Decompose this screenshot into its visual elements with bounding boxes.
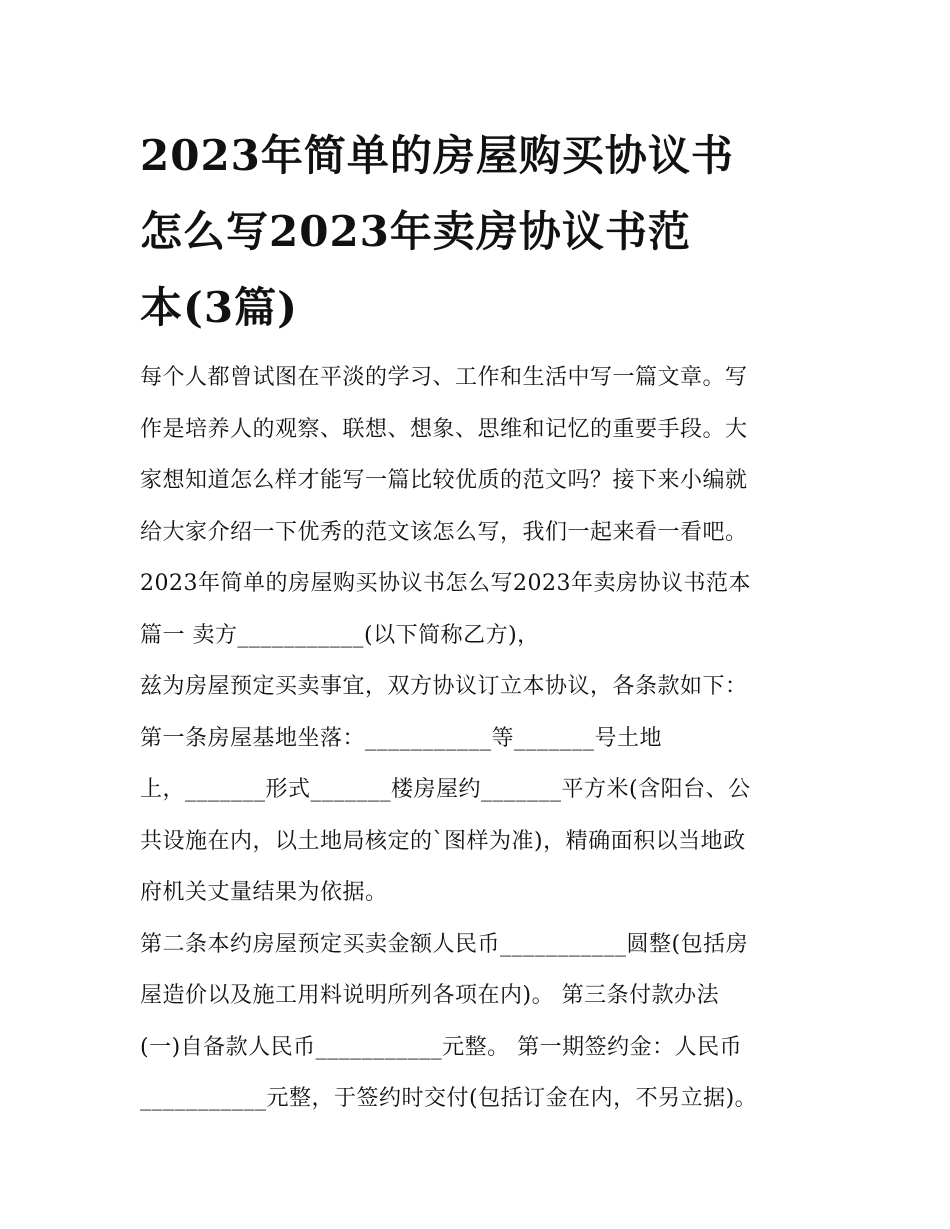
body-line: 第一条房屋基地坐落：___________等_______号土地 — [140, 725, 663, 751]
document-body — [140, 352, 820, 1125]
body-line: 府机关丈量结果为依据。 — [140, 880, 388, 905]
title-line: 本(3篇) — [140, 283, 298, 332]
title-line: 怎么写2023年卖房协议书范 — [140, 207, 691, 256]
body-line: 第二条本约房屋预定买卖金额人民币___________圆整(包括房 — [140, 931, 749, 957]
body-line: 给大家介绍一下优秀的范文该怎么写，我们一起来看一看吧。 — [140, 519, 748, 545]
body-line: 上，_______形式_______楼房屋约_______平方米(含阳台、公 — [140, 777, 751, 802]
body-line: 2023年简单的房屋购买协议书怎么写2023年卖房协议书范本 — [140, 571, 751, 596]
body-line: 作是培养人的观察、联想、想象、思维和记忆的重要手段。大 — [140, 416, 748, 442]
body-line: ___________元整，于签约时交付(包括订金在内，不另立据)。 — [140, 1086, 758, 1111]
body-line: 篇一 卖方___________(以下简称乙方)， — [140, 622, 540, 648]
body-line: (一)自备款人民币___________元整。 第一期签约金：人民币 — [140, 1034, 743, 1060]
body-line: 共设施在内，以土地局核定的`图样为准)，精确面积以当地政 — [140, 828, 746, 854]
title-line: 2023年简单的房屋购买协议书 — [140, 131, 734, 180]
body-line: 兹为房屋预定买卖事宜，双方协议订立本协议，各条款如下： — [140, 674, 748, 699]
document-page — [140, 118, 820, 1125]
body-line: 家想知道怎么样才能写一篇比较优质的范文吗？接下来小编就 — [140, 468, 748, 493]
document-title — [140, 118, 820, 346]
body-line: 每个人都曾试图在平淡的学习、工作和生活中写一篇文章。写 — [140, 365, 748, 390]
body-line: 屋造价以及施工用料说明所列各项在内)。 第三条付款办法 — [140, 983, 720, 1008]
